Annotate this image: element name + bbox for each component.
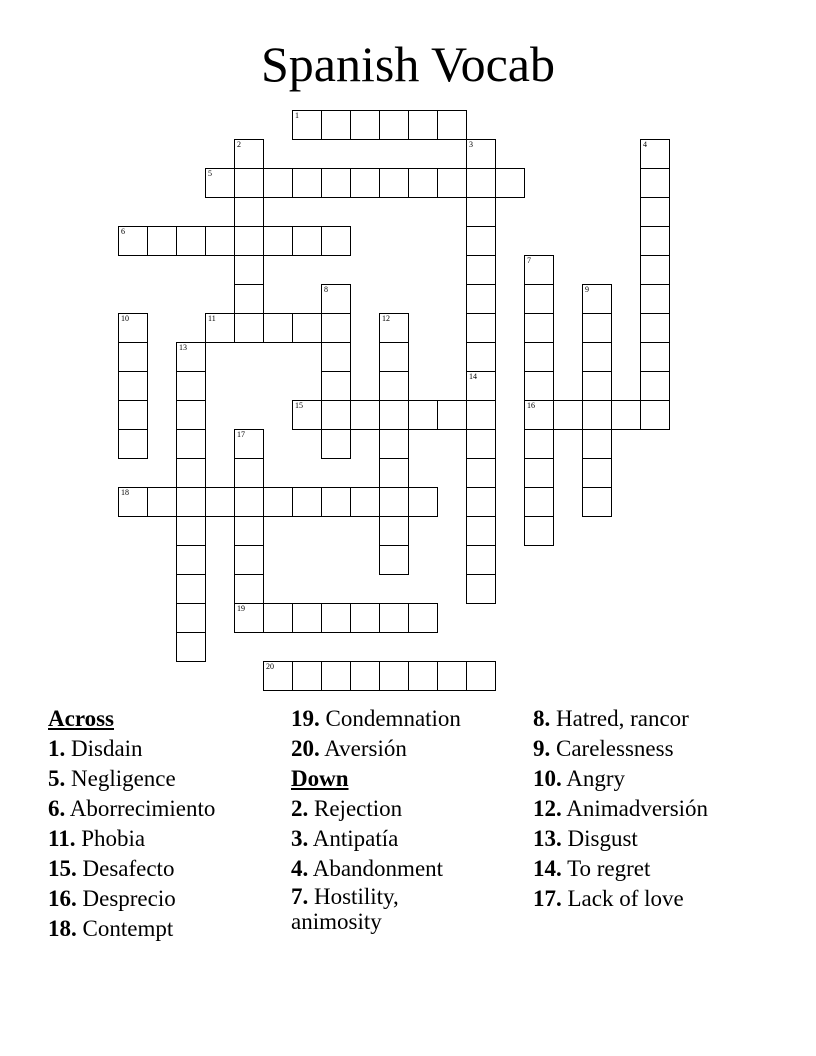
grid-cell[interactable] [379, 516, 409, 546]
grid-cell[interactable] [321, 487, 351, 517]
grid-cell[interactable] [292, 313, 322, 343]
grid-cell[interactable] [640, 139, 670, 169]
clue-item-number: 14. [533, 856, 562, 881]
grid-cell[interactable] [640, 197, 670, 227]
grid-cell[interactable] [321, 371, 351, 401]
grid-cell[interactable] [118, 342, 148, 372]
grid-cell[interactable] [234, 197, 264, 227]
grid-cell[interactable] [466, 574, 496, 604]
grid-cell[interactable] [582, 342, 612, 372]
grid-cell[interactable] [118, 429, 148, 459]
grid-cell[interactable] [640, 371, 670, 401]
clue-item-text: Antipatía [308, 826, 399, 851]
grid-cell[interactable] [176, 632, 206, 662]
across-heading: Across [48, 706, 115, 731]
grid-cell[interactable] [234, 226, 264, 256]
across-clue-list-continued [291, 704, 461, 764]
clue-item-text: Condemnation [319, 706, 461, 731]
clue-number: 19 [237, 604, 245, 613]
grid-cell[interactable] [350, 168, 380, 198]
clue-item-text: Animadversión [561, 796, 709, 821]
clue-number: 12 [382, 314, 390, 323]
clue-item-number: 6. [48, 796, 66, 821]
grid-cell[interactable] [466, 284, 496, 314]
clue-item-number: 20. [291, 736, 320, 761]
clues-column-1 [48, 704, 215, 944]
clue-item-text: Aborrecimiento [65, 796, 216, 821]
clue-number: 6 [121, 227, 125, 236]
grid-cell[interactable] [292, 110, 322, 140]
clue-item-number: 11. [48, 826, 76, 851]
clue-item [533, 704, 708, 734]
grid-cell[interactable] [234, 487, 264, 517]
grid-cell[interactable] [379, 487, 409, 517]
grid-cell[interactable] [147, 487, 177, 517]
clue-item [48, 764, 215, 794]
grid-cell[interactable] [379, 458, 409, 488]
grid-cell[interactable] [263, 226, 293, 256]
grid-cell[interactable] [176, 342, 206, 372]
grid-cell[interactable] [176, 400, 206, 430]
grid-cell[interactable] [176, 458, 206, 488]
clue-item-text: Disdain [65, 736, 143, 761]
clues-column-2 [291, 704, 461, 934]
grid-cell[interactable] [408, 603, 438, 633]
grid-cell[interactable] [292, 603, 322, 633]
clue-number: 20 [266, 662, 274, 671]
grid-cell[interactable] [466, 661, 496, 691]
grid-cell[interactable] [321, 110, 351, 140]
grid-cell[interactable] [437, 168, 467, 198]
grid-cell[interactable] [234, 603, 264, 633]
grid-cell[interactable] [292, 400, 322, 430]
grid-cell[interactable] [524, 313, 554, 343]
grid-cell[interactable] [292, 226, 322, 256]
grid-cell[interactable] [437, 661, 467, 691]
grid-cell[interactable] [205, 487, 235, 517]
grid-cell[interactable] [321, 168, 351, 198]
grid-cell[interactable] [263, 603, 293, 633]
grid-cell[interactable] [524, 284, 554, 314]
clue-item-number: 5. [48, 766, 66, 791]
grid-cell[interactable] [553, 400, 583, 430]
down-heading: Down [291, 766, 349, 791]
grid-cell[interactable] [524, 371, 554, 401]
grid-cell[interactable] [466, 168, 496, 198]
clue-item-text: Aversión [319, 736, 407, 761]
down-clue-list-continued [533, 704, 708, 914]
clue-item-number: 19. [291, 706, 320, 731]
grid-cell[interactable] [582, 487, 612, 517]
grid-cell[interactable] [379, 661, 409, 691]
grid-cell[interactable] [408, 168, 438, 198]
grid-cell[interactable] [292, 661, 322, 691]
grid-cell[interactable] [524, 342, 554, 372]
grid-cell[interactable] [466, 458, 496, 488]
grid-cell[interactable] [437, 400, 467, 430]
clue-number: 13 [179, 343, 187, 352]
clue-number: 9 [585, 285, 589, 294]
clue-number: 14 [469, 372, 477, 381]
grid-cell[interactable] [466, 371, 496, 401]
clue-item-text: Negligence [65, 766, 176, 791]
grid-cell[interactable] [176, 371, 206, 401]
clue-number: 2 [237, 140, 241, 149]
clue-item [48, 884, 215, 914]
grid-cell[interactable] [640, 342, 670, 372]
grid-cell[interactable] [176, 574, 206, 604]
clue-item-text: Abandonment [308, 856, 444, 881]
grid-cell[interactable] [321, 342, 351, 372]
clue-item [291, 854, 461, 884]
grid-cell[interactable] [466, 139, 496, 169]
grid-cell[interactable] [611, 400, 641, 430]
grid-cell[interactable] [466, 197, 496, 227]
grid-cell[interactable] [234, 284, 264, 314]
clue-item [48, 914, 215, 944]
grid-cell[interactable] [292, 487, 322, 517]
clue-item-text: Carelessness [550, 736, 674, 761]
clue-item-text: Disgust [561, 826, 638, 851]
grid-cell[interactable] [234, 255, 264, 285]
grid-cell[interactable] [234, 139, 264, 169]
grid-cell[interactable] [118, 313, 148, 343]
grid-cell[interactable] [408, 487, 438, 517]
clue-item-number: 12. [533, 796, 562, 821]
clue-item-number: 8. [533, 706, 551, 731]
clue-number: 3 [469, 140, 473, 149]
grid-cell[interactable] [466, 226, 496, 256]
grid-cell[interactable] [524, 255, 554, 285]
clue-item-number: 4. [291, 856, 309, 881]
grid-cell[interactable] [234, 545, 264, 575]
clue-item [291, 704, 461, 734]
grid-cell[interactable] [176, 516, 206, 546]
grid-cell[interactable] [350, 661, 380, 691]
clue-item-text: Phobia [75, 826, 146, 851]
grid-cell[interactable] [640, 255, 670, 285]
grid-cell[interactable] [234, 313, 264, 343]
grid-cell[interactable] [321, 603, 351, 633]
clue-item-text: Desafecto [76, 856, 175, 881]
clue-item [533, 734, 708, 764]
grid-cell[interactable] [321, 226, 351, 256]
clue-item-text: Lack of love [561, 886, 684, 911]
clue-item [533, 884, 708, 914]
grid-cell[interactable] [321, 661, 351, 691]
clue-number: 5 [208, 169, 212, 178]
grid-cell[interactable] [234, 168, 264, 198]
grid-cell[interactable] [205, 168, 235, 198]
grid-cell[interactable] [321, 400, 351, 430]
grid-cell[interactable] [234, 574, 264, 604]
clue-item [533, 764, 708, 794]
clue-item-number: 3. [291, 826, 309, 851]
clue-item-number: 13. [533, 826, 562, 851]
grid-cell[interactable] [524, 400, 554, 430]
clue-number: 1 [295, 111, 299, 120]
grid-cell[interactable] [379, 110, 409, 140]
grid-cell[interactable] [379, 545, 409, 575]
grid-cell[interactable] [118, 487, 148, 517]
grid-cell[interactable] [350, 110, 380, 140]
grid-cell[interactable] [466, 516, 496, 546]
clue-item-text-continued: animosity [291, 909, 382, 934]
clue-number: 10 [121, 314, 129, 323]
clue-item-text: Hatred, rancor [550, 706, 689, 731]
grid-cell[interactable] [263, 661, 293, 691]
clue-item [291, 824, 461, 854]
clue-item-text: To regret [561, 856, 651, 881]
clue-item [48, 824, 215, 854]
clue-item-number: 7. [291, 884, 309, 909]
grid-cell[interactable] [466, 255, 496, 285]
grid-cell[interactable] [379, 313, 409, 343]
clue-number: 15 [295, 401, 303, 410]
clue-item [48, 734, 215, 764]
grid-cell[interactable] [234, 429, 264, 459]
clue-number: 7 [527, 256, 531, 265]
grid-cell[interactable] [234, 458, 264, 488]
grid-cell[interactable] [350, 400, 380, 430]
grid-cell[interactable] [466, 342, 496, 372]
clue-item [533, 854, 708, 884]
grid-cell[interactable] [640, 313, 670, 343]
grid-cell[interactable] [350, 487, 380, 517]
grid-cell[interactable] [466, 429, 496, 459]
clue-number: 18 [121, 488, 129, 497]
clue-item [48, 854, 215, 884]
grid-cell[interactable] [379, 400, 409, 430]
grid-cell[interactable] [524, 429, 554, 459]
clue-item-text: Contempt [76, 916, 174, 941]
clues-column-3 [533, 704, 708, 914]
grid-cell[interactable] [408, 110, 438, 140]
grid-cell[interactable] [466, 400, 496, 430]
clue-item-number: 10. [533, 766, 562, 791]
grid-cell[interactable] [176, 226, 206, 256]
grid-cell[interactable] [408, 661, 438, 691]
grid-cell[interactable] [640, 400, 670, 430]
grid-cell[interactable] [437, 110, 467, 140]
grid-cell[interactable] [176, 487, 206, 517]
grid-cell[interactable] [350, 603, 380, 633]
grid-cell[interactable] [466, 313, 496, 343]
clue-number: 17 [237, 430, 245, 439]
clue-item-text: Rejection [308, 796, 403, 821]
grid-cell[interactable] [582, 284, 612, 314]
clue-item [48, 794, 215, 824]
clue-number: 16 [527, 401, 535, 410]
grid-cell[interactable] [379, 371, 409, 401]
grid-cell[interactable] [147, 226, 177, 256]
grid-cell[interactable] [118, 226, 148, 256]
grid-cell[interactable] [495, 168, 525, 198]
grid-cell[interactable] [466, 545, 496, 575]
grid-cell[interactable] [234, 516, 264, 546]
across-clue-list [48, 734, 215, 944]
grid-cell[interactable] [640, 226, 670, 256]
grid-cell[interactable] [321, 284, 351, 314]
down-clue-list [291, 794, 461, 934]
grid-cell[interactable] [118, 371, 148, 401]
grid-cell[interactable] [176, 603, 206, 633]
grid-cell[interactable] [640, 284, 670, 314]
clue-item-number: 15. [48, 856, 77, 881]
grid-cell[interactable] [176, 429, 206, 459]
grid-cell[interactable] [205, 313, 235, 343]
grid-cell[interactable] [379, 342, 409, 372]
grid-cell[interactable] [582, 458, 612, 488]
grid-cell[interactable] [582, 313, 612, 343]
grid-cell[interactable] [640, 168, 670, 198]
grid-cell[interactable] [205, 226, 235, 256]
grid-cell[interactable] [379, 168, 409, 198]
clue-item [291, 794, 461, 824]
clue-number: 8 [324, 285, 328, 294]
grid-cell[interactable] [466, 487, 496, 517]
grid-cell[interactable] [263, 313, 293, 343]
clue-item [291, 734, 461, 764]
grid-cell[interactable] [379, 603, 409, 633]
clue-item-number: 16. [48, 886, 77, 911]
clue-item-number: 1. [48, 736, 66, 761]
grid-cell[interactable] [524, 487, 554, 517]
grid-cell[interactable] [292, 168, 322, 198]
grid-cell[interactable] [263, 168, 293, 198]
clue-item-text: Hostility, [308, 884, 399, 909]
clue-item-number: 9. [533, 736, 551, 761]
clue-item-number: 17. [533, 886, 562, 911]
grid-cell[interactable] [582, 400, 612, 430]
clue-item-text: Desprecio [76, 886, 176, 911]
clue-item [533, 794, 708, 824]
grid-cell[interactable] [118, 400, 148, 430]
grid-cell[interactable] [321, 429, 351, 459]
grid-cell[interactable] [321, 313, 351, 343]
clue-item [291, 884, 461, 934]
page-title: Spanish Vocab [261, 36, 555, 92]
clue-number: 11 [208, 314, 216, 323]
grid-cell[interactable] [379, 429, 409, 459]
clue-item-number: 2. [291, 796, 309, 821]
grid-cell[interactable] [582, 371, 612, 401]
clue-item-text: Angry [561, 766, 625, 791]
grid-cell[interactable] [176, 545, 206, 575]
grid-cell[interactable] [408, 400, 438, 430]
grid-cell[interactable] [582, 429, 612, 459]
clue-item-number: 18. [48, 916, 77, 941]
grid-cell[interactable] [524, 516, 554, 546]
grid-cell[interactable] [524, 458, 554, 488]
clue-item [533, 824, 708, 854]
clue-number: 4 [643, 140, 647, 149]
grid-cell[interactable] [263, 487, 293, 517]
